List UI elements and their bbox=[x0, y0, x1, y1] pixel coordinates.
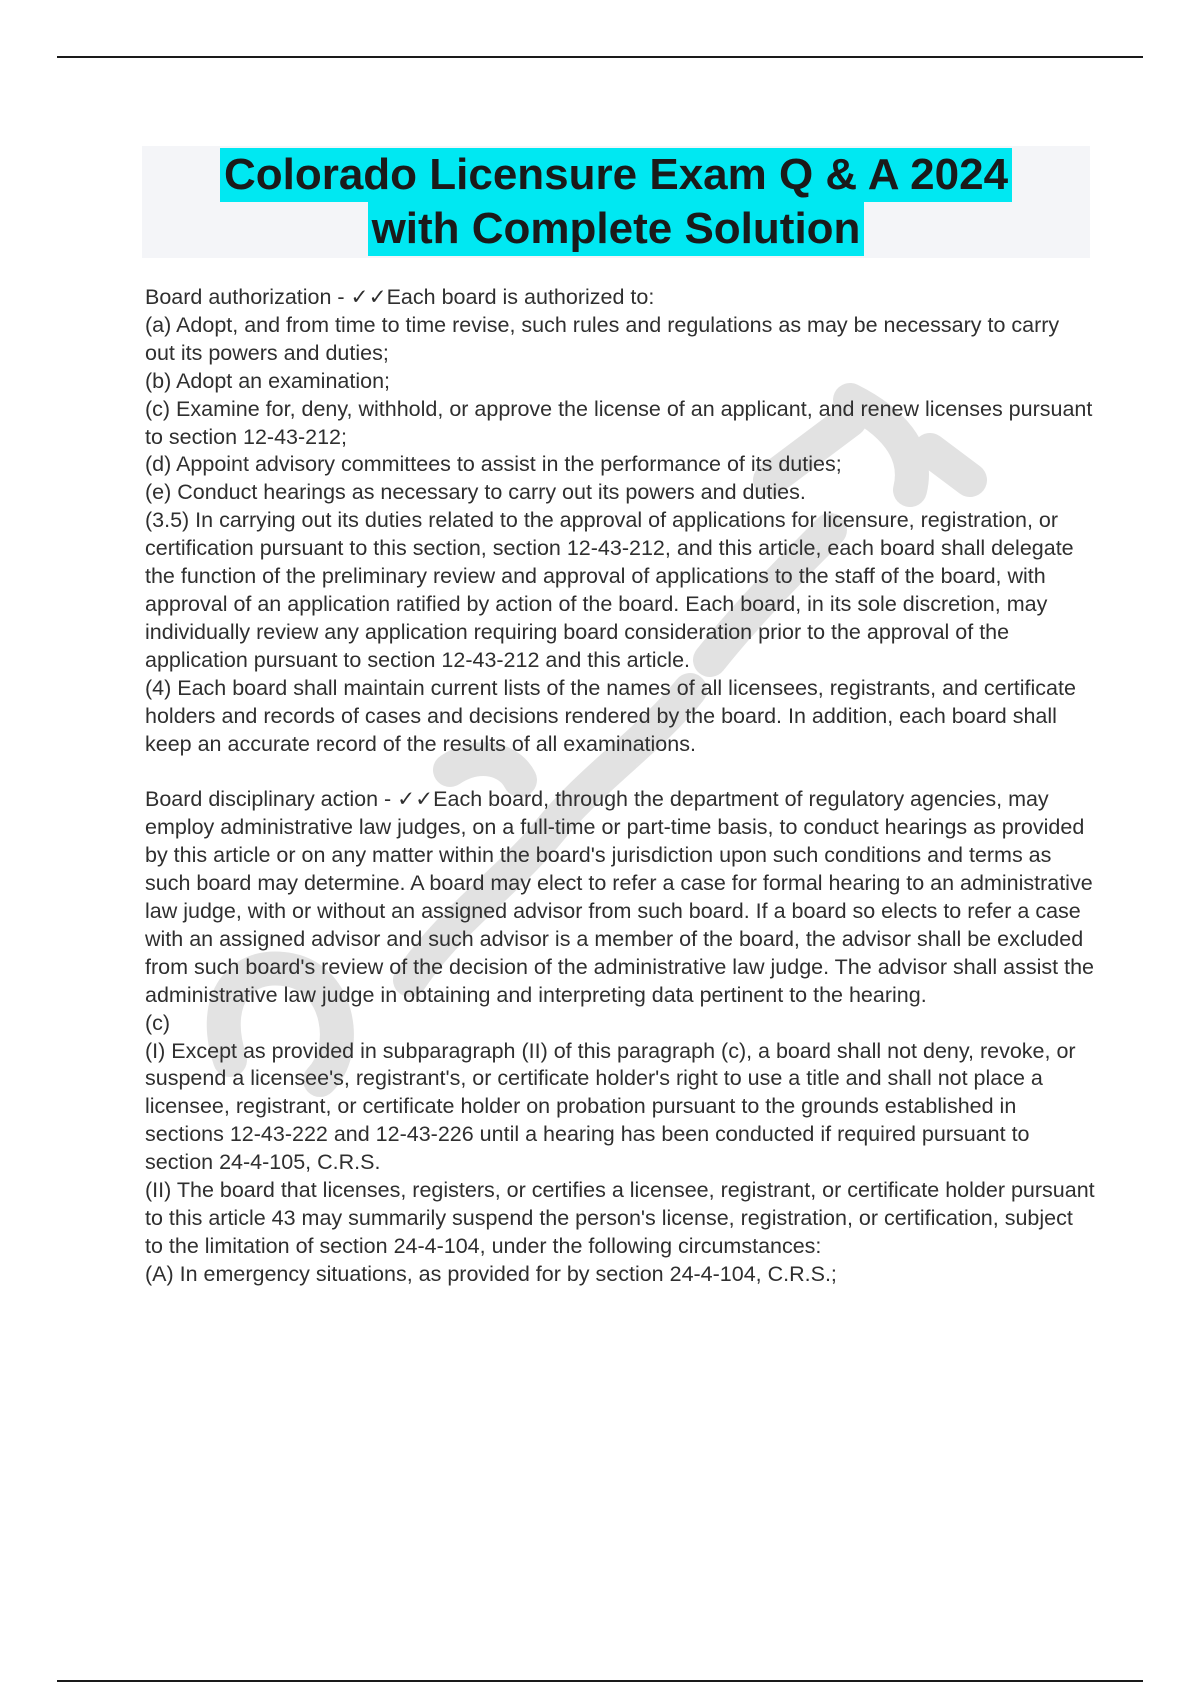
paragraph-c-ii: (II) The board that licenses, registers, or certifies a licensee, registrant, or certificate holder pursuant to this article 43 may summarily suspend the person's license, registration, or certification, subject to the limitation of section 24-4-104, under the following circumstances: bbox=[145, 1178, 1095, 1258]
paragraph-c-ii-a: (A) In emergency situations, as provided for by section 24-4-104, C.R.S.; bbox=[145, 1261, 837, 1286]
paragraph-c: (c) Examine for, deny, withhold, or approve the license of an applicant, and renew licenses pursuant to section 12-43-212; bbox=[145, 396, 1093, 449]
paragraph-c-i: (I) Except as provided in subparagraph (II) of this paragraph (c), a board shall not deny, revoke, or suspend a licensee's, registrant's, or certificate holder's right to use a title and shall not place a licensee, registrant, or certificate holder on probation pursuant to the grounds established in sections 12-43-222 and 12-43-226 until a hearing has been conducted if required pursuant to section 24-4-105, C.R.S. bbox=[145, 1038, 1076, 1175]
document-body bbox=[145, 284, 1095, 1289]
paragraph-e: (e) Conduct hearings as necessary to carry out its powers and duties. bbox=[145, 480, 806, 505]
document-title-line-1: Colorado Licensure Exam Q & A 2024 bbox=[220, 148, 1012, 202]
paragraph-b: (b) Adopt an examination; bbox=[145, 368, 391, 393]
bottom-rule bbox=[57, 1680, 1143, 1682]
paragraph-4: (4) Each board shall maintain current lists of the names of all licensees, registrants, and certificate holders and records of cases and decisions rendered by the board. In addition, each board shall keep an accurate record of the results of all examinations. bbox=[145, 675, 1076, 756]
top-rule bbox=[57, 56, 1143, 58]
title-banner bbox=[142, 146, 1090, 258]
document-title-line-2: with Complete Solution bbox=[368, 202, 865, 256]
paragraph-3-5: (3.5) In carrying out its duties related to the approval of applications for licensure, registration, or certification pursuant to this section, section 12-43-212, and this article, each board shall delegate the function of the preliminary review and approval of applications to the staff of the board, with approval of an application ratified by action of the board. Each board, in its sole discretion, may individually review any application requiring board consideration prior to the approval of the application pursuant to section 12-43-212 and this article. bbox=[145, 508, 1074, 672]
section-board-disciplinary-action: Board disciplinary action - ✓✓Each board, through the department of regulatory agencies, may employ administrative law judges, on a full-time or part-time basis, to conduct hearings as provided by this article or on any matter within the board's jurisdiction upon such conditions and terms as such board may determine. A board may elect to refer a case for formal hearing to an administrative law judge, with or without an assigned advisor from such board. If a board so elects to refer a case with an assigned advisor and such advisor is a member of the board, the advisor shall be excluded from such board's review of the decision of the administrative law judge. The advisor shall assist the administrative law judge in obtaining and interpreting data pertinent to the hearing. bbox=[145, 787, 1094, 1007]
paragraph-c-label: (c) bbox=[145, 1010, 171, 1035]
paragraph-a: (a) Adopt, and from time to time revise, such rules and regulations as may be necessary to carry out its powers and duties; bbox=[145, 312, 1060, 365]
paragraph-d: (d) Appoint advisory committees to assist in the performance of its duties; bbox=[145, 452, 842, 477]
section-board-authorization-heading: Board authorization - ✓✓Each board is authorized to: bbox=[145, 285, 655, 309]
section-gap bbox=[145, 758, 1095, 786]
